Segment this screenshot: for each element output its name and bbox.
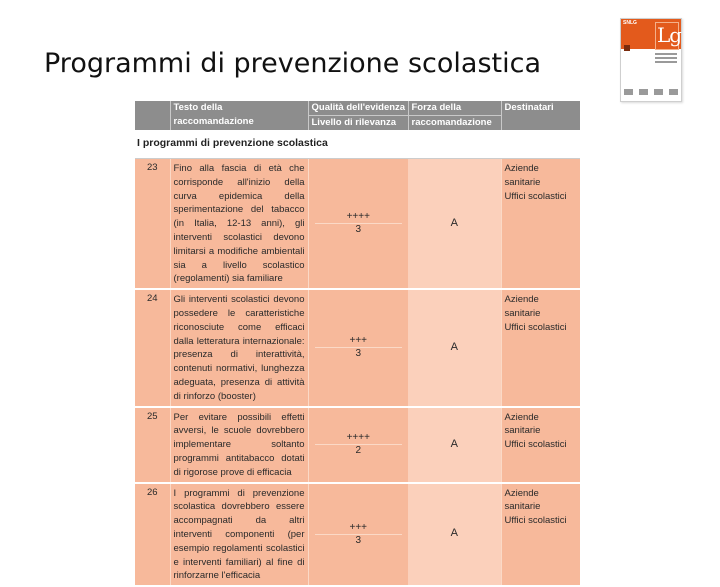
table-row [135, 159, 580, 290]
recipients-cell [501, 159, 580, 290]
table-row [135, 289, 580, 406]
cover-logos [624, 89, 678, 97]
evidence-quality: +++ [315, 335, 403, 348]
slide-title: Programmi di prevenzione scolastica [44, 48, 542, 79]
evidence-cell [308, 159, 408, 290]
evidence-quality: ++++ [315, 211, 403, 224]
recipient-2: Uffici scolastici [504, 515, 567, 527]
cover-square [624, 45, 630, 51]
row-number: 25 [135, 407, 170, 483]
recipients-cell [501, 483, 580, 587]
recipient-1: Aziende sanitarie [504, 487, 541, 513]
header-destinatari: Destinatari [501, 101, 580, 130]
header-testo: Testo della raccomandazione [170, 101, 308, 130]
recommendation-text [170, 289, 308, 406]
recommendation-text: I programmi di prevenzione scolastica dovrebbero essere accompagnati da altri interventi componenti (per esempio regolamenti scolastici e interventi familiari) al fine di rinforzarne l'efficacia [170, 483, 308, 587]
table-header-row [135, 101, 580, 130]
header-forza [408, 101, 501, 130]
table-row [135, 407, 580, 483]
cover-logo: Lg [657, 23, 682, 47]
evidence-quality: ++++ [315, 432, 403, 445]
recommendation-strength: A [408, 483, 501, 587]
recipient-1: Aziende sanitarie [504, 163, 541, 188]
relevance-level: 2 [355, 445, 362, 457]
header-num-cell [135, 101, 170, 130]
recipient-2: Uffici scolastici [504, 190, 567, 202]
recommendation-strength: A [408, 289, 501, 406]
relevance-level: 3 [355, 348, 362, 360]
recommendation-strength: A [408, 407, 501, 483]
header-forza-1: Forza della [409, 101, 501, 116]
evidence-cell [308, 483, 408, 587]
recommendation-strength: A [408, 159, 501, 290]
recommendations-table [135, 101, 580, 587]
row-number: 26 [135, 483, 170, 587]
recipient-2: Uffici scolastici [504, 439, 567, 451]
guideline-cover-thumbnail [620, 18, 682, 102]
recipients-cell [501, 289, 580, 406]
relevance-level: 3 [355, 224, 362, 236]
row-number: 24 [135, 289, 170, 406]
recommendation-text: Per evitare possibili effetti avversi, le scuole dovrebbero implementare soltanto programmi antitabacco dotati di rigorose prove di efficacia [170, 407, 308, 483]
cover-label: SNLG [623, 20, 637, 26]
header-qualita: Qualità dell'evidenza [309, 101, 408, 116]
recommendation-text: Fino alla fascia di età che corrisponde all'inizio della curva epidemica della sperimentazione del tabacco (in Italia, 12-13 anni), gli interventi scolastici devono limitarsi a modifiche ambientali sia a livello scolastico (regolamenti) sia familiare [170, 159, 308, 290]
header-livello: Livello di rilevanza [311, 117, 396, 128]
recipient-1: Aziende sanitarie [504, 411, 541, 437]
header-forza-2: raccomandazione [411, 117, 492, 128]
header-qualita-livello [308, 101, 408, 130]
row-number: 23 [135, 159, 170, 290]
recommendation-text-main: Gli interventi scolastici devono possedere le caratteristiche riconosciute come efficaci dalla letteratura internazionale: presenza di interattività, contenuti normativi, lunghezza adeguata, presenza di attività di rinforzo (booster) [173, 294, 305, 402]
relevance-level: 3 [355, 534, 362, 546]
cover-text-lines [655, 53, 677, 65]
evidence-cell [308, 407, 408, 483]
recipient-2: Uffici scolastici [504, 321, 567, 333]
recipients-cell [501, 407, 580, 483]
table-row [135, 483, 580, 587]
recipient-1: Aziende sanitarie [504, 294, 541, 319]
evidence-cell [308, 289, 408, 406]
section-title: I programmi di prevenzione scolastica [135, 130, 580, 159]
evidence-quality: +++ [315, 522, 403, 535]
section-row [135, 130, 580, 159]
